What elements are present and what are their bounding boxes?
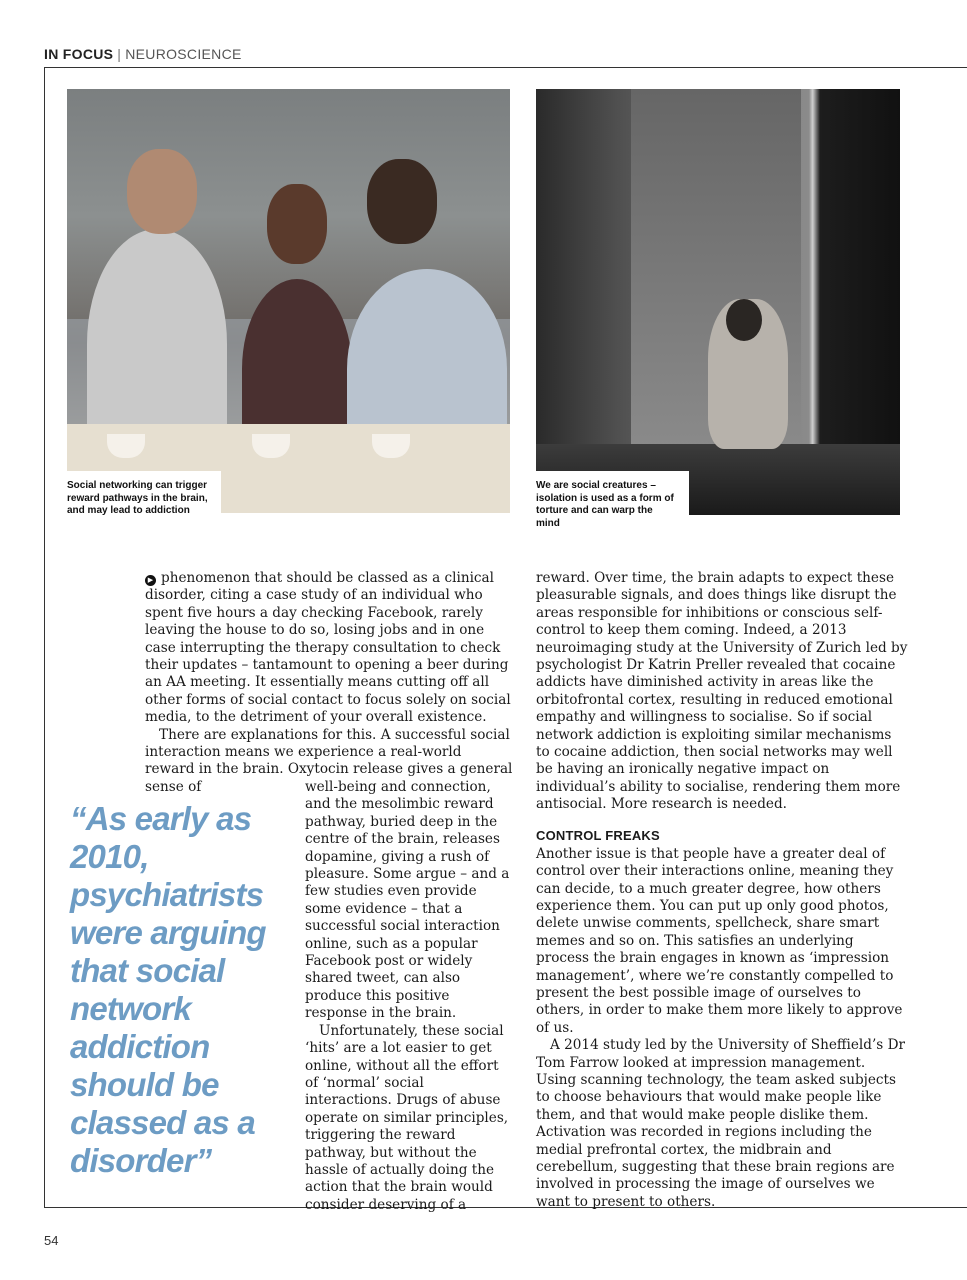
paragraph: ▶ phenomenon that should be classed as a clinical disorder, citing a case study of an individual who spent five hours a day checking Facebook, rarely leaving the house to do so, losing jobs and in one case interrupting the therapy consultation to check their updates – tantamount to opening a beer during an AA meeting. It essentially means cutting off all other forms of social contact to focus solely on social media, to the detriment of your overall existence. [145, 570, 511, 726]
header-separator: | [117, 46, 122, 62]
subheading: CONTROL FREAKS [536, 827, 660, 843]
photo2-caption: We are social creatures – isolation is used as a form of torture and can warp the mind [536, 471, 689, 515]
paragraph: well-being and connection, and the mesolimbic reward pathway, buried deep in the centre of the brain, releases dopamine, giving a rush of pleasure. Some argue – and a few studies even provide some evidence – that a successful social interaction online, such as a popular Facebook post or widely shared tweet, can also produce this positive response in the brain. [305, 779, 510, 1022]
paragraph: reward. Over time, the brain adapts to expect these pleasurable signals, and does things like disrupt the areas responsible for inhibitions or conscious self-control to keep them coming. Indeed, a 2013 neuroimaging study at the University of Zurich led by psychologist Dr Katrin Preller revealed that cocaine addicts have diminished activity in areas like the orbitofrontal cortex, resulting in reduced emotional empathy and willingness to socialise. So if social network addiction is exploiting similar mechanisms to cocaine addiction, then social networks may well be having an ironically negative impact on individual’s ability to socialise, rendering them more antisocial. More research is needed. [536, 570, 908, 813]
section-label: IN FOCUS [44, 46, 114, 62]
page-number: 54 [44, 1233, 59, 1248]
topic-label: NEUROSCIENCE [125, 46, 242, 62]
article-column-1 [145, 570, 513, 796]
paragraph: There are explanations for this. A successful social interaction means we experience a real-world reward in the brain. Oxytocin release gives a general sense of [145, 726, 513, 795]
photo-isolated-woman [536, 89, 900, 515]
paragraph: A 2014 study led by the University of Sheffield’s Dr Tom Farrow looked at impression management. Using scanning technology, the team asked subjects to choose behaviours that would make people like them, and that would make people dislike them. Activation was recorded in regions including the medial prefrontal cortex, the midbrain and cerebellum, suggesting that these brain regions are involved in processing the image of ourselves we want to present to others. [536, 1037, 905, 1210]
paragraph: Another issue is that people have a greater deal of control over their interactions online, meaning they can decide, to a much greater degree, how others experience them. You can put up only good photos, delete unwise comments, spellcheck, share smart memes and so on. This satisfies an underlying process the brain engages in known as ‘impression management’, where we’re constantly compelled to present the best possible image of ourselves to others, in order to make them more likely to approve of us. [536, 845, 903, 1036]
running-header [44, 46, 242, 62]
article-column-1-narrow [305, 779, 515, 1214]
continued-arrow-icon: ▶ [145, 575, 156, 586]
paragraph: Unfortunately, these social ‘hits’ are a lot easier to get online, without all the effort of ‘normal’ social interactions. Drugs of abuse operate on similar principles, triggering the reward pathway, but without the hassle of actually doing the action that the brain would consider deserving of a [305, 1022, 509, 1213]
photo1-caption: Social networking can trigger reward pathways in the brain, and may lead to addiction [67, 471, 221, 513]
photo-friends-on-phones [67, 89, 510, 513]
article-column-2 [536, 570, 908, 1211]
pull-quote: “As early as 2010, psychiatrists were arguing that social network addiction should be classed as a disorder” [70, 800, 266, 1179]
